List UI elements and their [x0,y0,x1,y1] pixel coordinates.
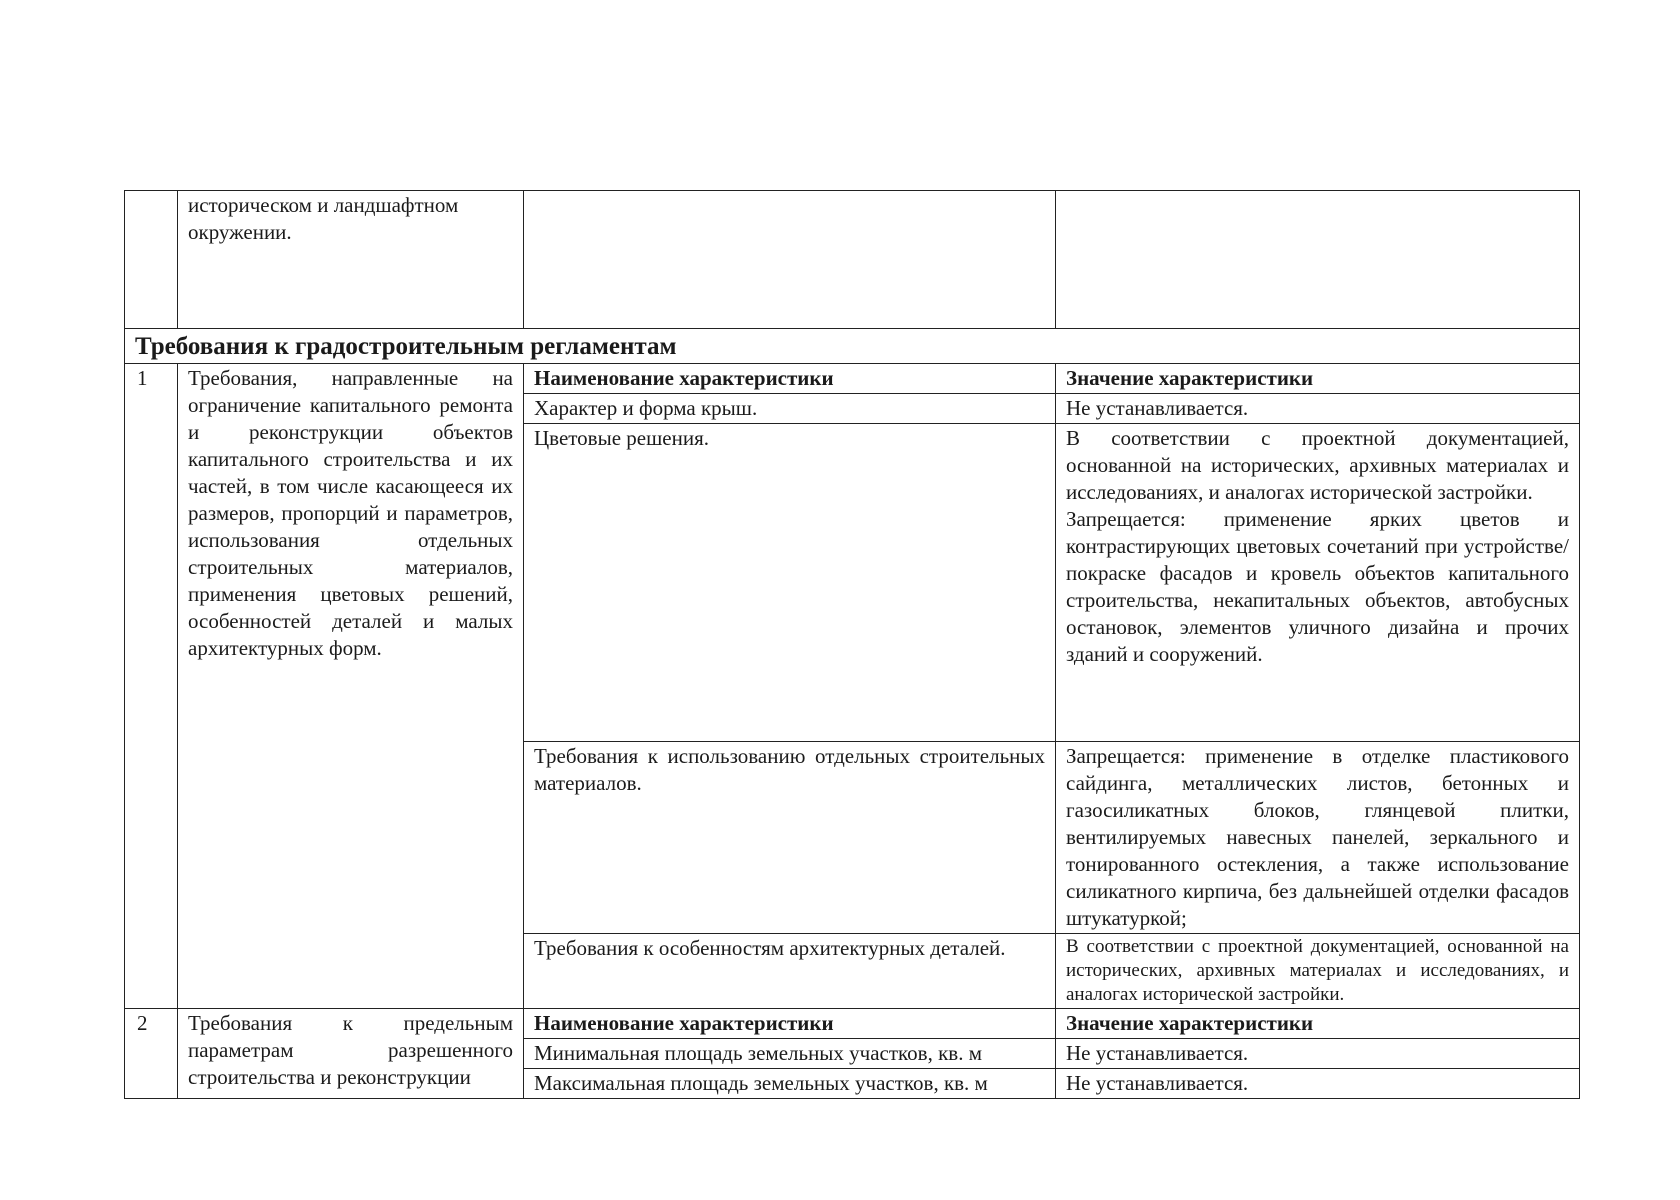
continuation-row [125,191,1580,329]
characteristic-value: Не устанавливается. [1056,1069,1580,1099]
header-characteristic-value: Значение характеристики [1056,364,1580,394]
description-cell [178,191,524,329]
characteristic-name: Требования к использованию отдельных строительных материалов. [524,742,1056,934]
characteristic-value: Не устанавливается. [1056,1039,1580,1069]
section-row [125,329,1580,364]
table-row [125,364,1580,394]
regulations-table [124,190,1580,1099]
row-number: 1 [125,364,178,1009]
characteristic-name: Минимальная площадь земельных участков, кв. м [524,1039,1056,1069]
value-cell [1056,191,1580,329]
header-characteristic-value: Значение характеристики [1056,1009,1580,1039]
name-cell [524,191,1056,329]
characteristic-name: Цветовые решения. [524,424,1056,742]
row-number-cell [125,191,178,329]
header-characteristic-name: Наименование характеристики [524,364,1056,394]
characteristic-name: Максимальная площадь земельных участков, кв. м [524,1069,1056,1099]
continuation-text: историческом и ландшафтном окружении. [188,193,459,244]
value-paragraph: В соответствии с проектной документацией, основанной на исторических, архивных материалах и исследованиях, и аналогах исторической застройки. [1066,426,1569,504]
requirement-description [178,1009,524,1099]
table-row [125,1009,1580,1039]
header-characteristic-name: Наименование характеристики [524,1009,1056,1039]
requirement-description-text: Требования, направленные на ограничение капитального ремонта и реконструкции объектов капитального строительства и их частей, в том числе касающееся их размеров, пропорций и параметров, использования отдельных строительных материалов, применения цветовых решений, особенностей деталей и малых архитектурных форм. [188,366,513,660]
section-title: Требования к градостроительным регламентам [125,329,1580,364]
characteristic-name: Требования к особенностям архитектурных деталей. [524,934,1056,1009]
requirement-description-text: Требования к предельным параметрам разрешенного строительства и реконструкции [188,1011,513,1089]
characteristic-value [1056,424,1580,742]
characteristic-name: Характер и форма крыш. [524,394,1056,424]
characteristic-value: В соответствии с проектной документацией, основанной на исторических, архивных материалах и исследованиях, и аналогах исторической застройки. [1056,934,1580,1009]
requirement-description [178,364,524,1009]
characteristic-value: Не устанавливается. [1056,394,1580,424]
row-number: 2 [125,1009,178,1099]
characteristic-value: Запрещается: применение в отделке пластикового сайдинга, металлических листов, бетонных и газосиликатных блоков, глянцевой плитки, вентилируемых навесных панелей, зеркального и тонированного остекления, а также использование силикатного кирпича, без дальнейшей отделки фасадов штукатуркой; [1056,742,1580,934]
value-paragraph: Запрещается: применение ярких цветов и контрастирующих цветовых сочетаний при устройстве/покраске фасадов и кровель объектов капитального строительства, некапитальных объектов, автобусных остановок, элементов уличного дизайна и прочих зданий и сооружений. [1066,507,1569,666]
